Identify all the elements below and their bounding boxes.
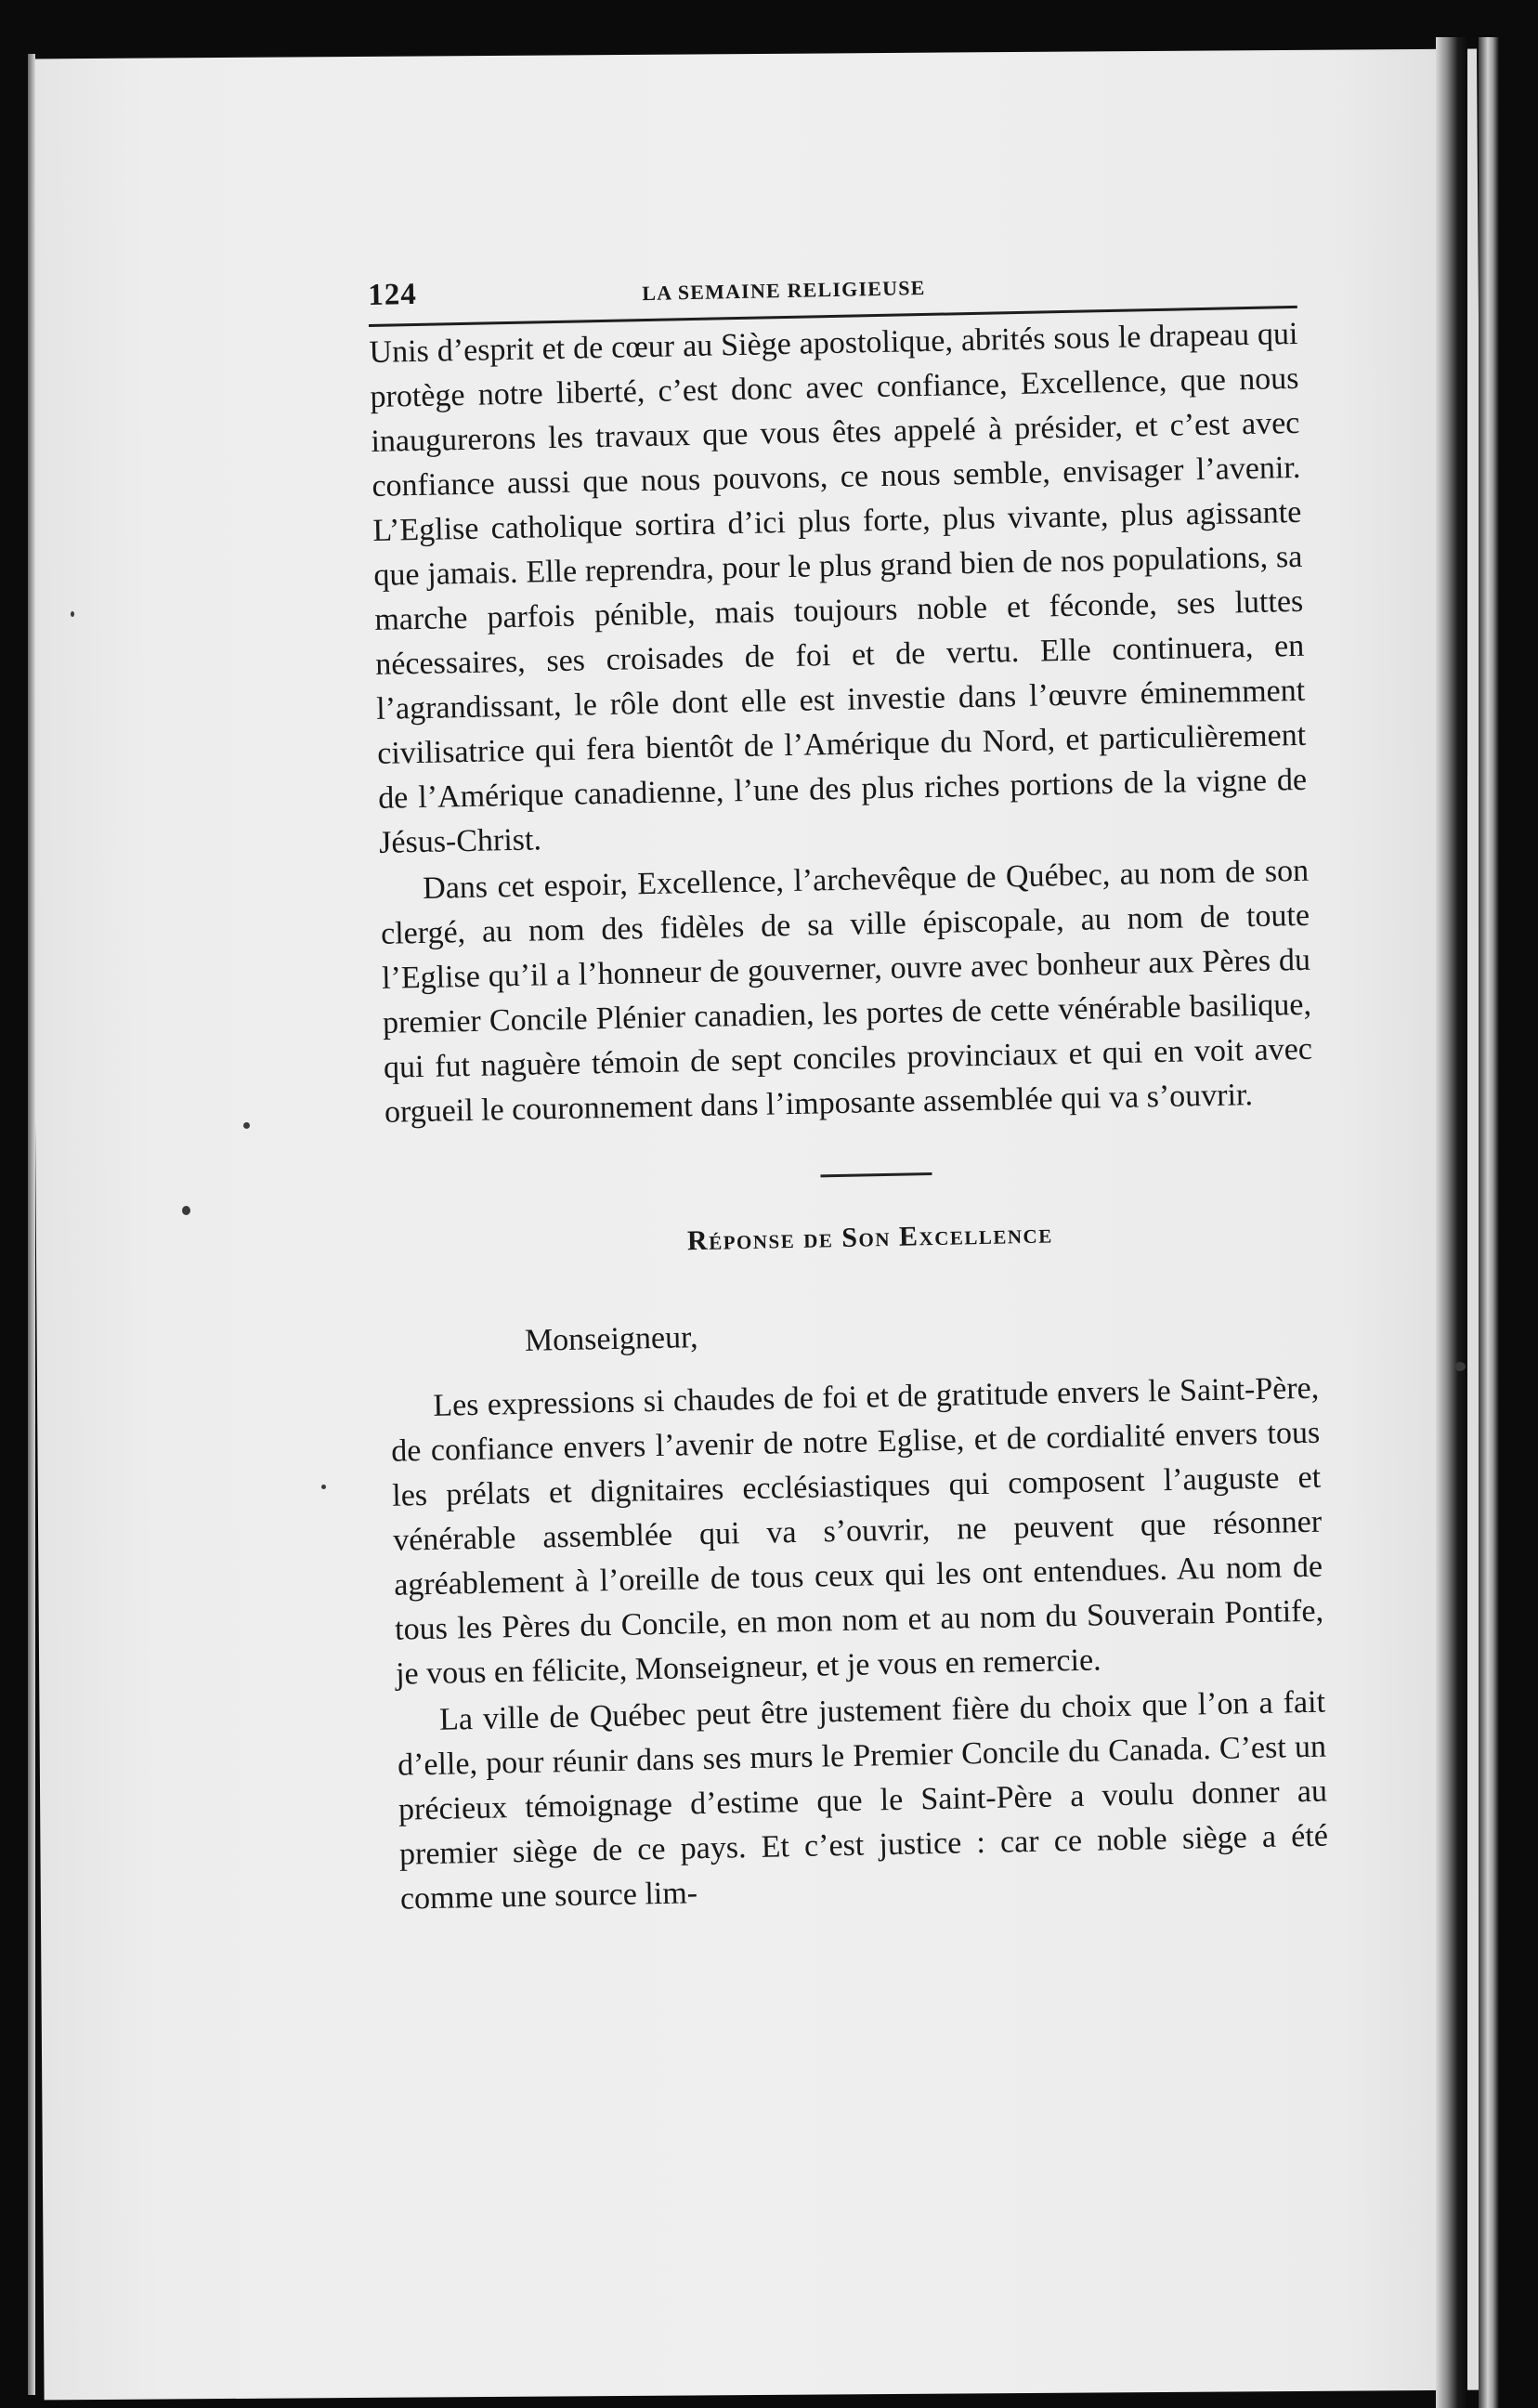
scan-speck — [71, 611, 74, 617]
scan-speck — [243, 1122, 250, 1129]
scan-speck — [321, 1485, 326, 1489]
text-block — [368, 260, 1329, 1922]
paragraph: Les expressions si chaudes de foi et de gratitude envers le Saint-Père, de confiance envers l’avenir de notre Eglise, et de cordialité envers tous les prélats et dignitaires ecclésiastiques qui composent l’auguste et vénérable assemblée qui va s’ouvrir, ne peuvent que résonner agréablement à l’oreille de tous ceux qui les ont entendues. Au nom de tous les Pères du Concile, en mon nom et au nom du Souverain Pontife, je vous en félicite, Monseigneur, et je vous en remercie. — [390, 1370, 1324, 1692]
page-number: 124 — [368, 277, 418, 312]
page-left-edge — [28, 54, 35, 2395]
facing-page-edge — [1479, 37, 1499, 2408]
paragraph: La ville de Québec peut être justement fière du choix que l’on a fait d’elle, pour réunir dans ses murs le Premier Concile du Canada. C’est un précieux témoignage d’estime que le Saint-Père a voulu donner au premier siège de ce pays. Et c’est justice : car ce noble siège a été comme une source lim- — [397, 1684, 1329, 1917]
section-heading: Réponse de Son Excellence — [686, 1218, 1053, 1257]
running-head-title: LA SEMAINE RELIGIEUSE — [642, 275, 926, 306]
salutation: Monseigneur, — [524, 1320, 698, 1358]
scan-speck — [1454, 1362, 1466, 1371]
paragraph: Unis d’esprit et de cœur au Siège apostolique, abrités sous le drapeau qui protège notre liberté, c’est donc avec confiance, Excellence, que nous inaugurerons les travaux que vous êtes appelé à présider, et c’est avec confiance aussi que nous pouvons, ce nous semble, envisager l’avenir. L’Eglise catholique sortira d’ici plus forte, plus vivante, plus agissante que jamais. Elle reprendra, pour le plus grand bien de nos populations, sa marche parfois pénible, mais toujours noble et féconde, ses luttes nécessaires, ses croisades de foi et de vertu. Elle continuera, en l’agrandissant, le rôle dont elle est investie dans l’œuvre éminemment civilisatrice qui fera bientôt de l’Amérique du Nord, et particulièrement de l’Amérique canadienne, l’une des plus riches portions de la vigne de Jésus-Christ. — [369, 316, 1308, 860]
section-divider — [820, 1172, 932, 1177]
scan-speck — [182, 1206, 190, 1215]
paragraph: Dans cet espoir, Excellence, l’archevêque de Québec, au nom de son clergé, au nom des fidèles de sa ville épiscopale, au nom de toute l’Eglise qu’il a l’honneur de gouverner, ouvre avec bonheur aux Pères du premier Concile Plénier canadien, les portes de cette vénérable basilique, qui fut naguère témoin de sept conciles provinciaux et qui en voit avec orgueil le couronnement dans l’imposante assemblée qui va s’ouvrir. — [380, 853, 1313, 1130]
book-spine-shadow — [1436, 37, 1467, 2408]
